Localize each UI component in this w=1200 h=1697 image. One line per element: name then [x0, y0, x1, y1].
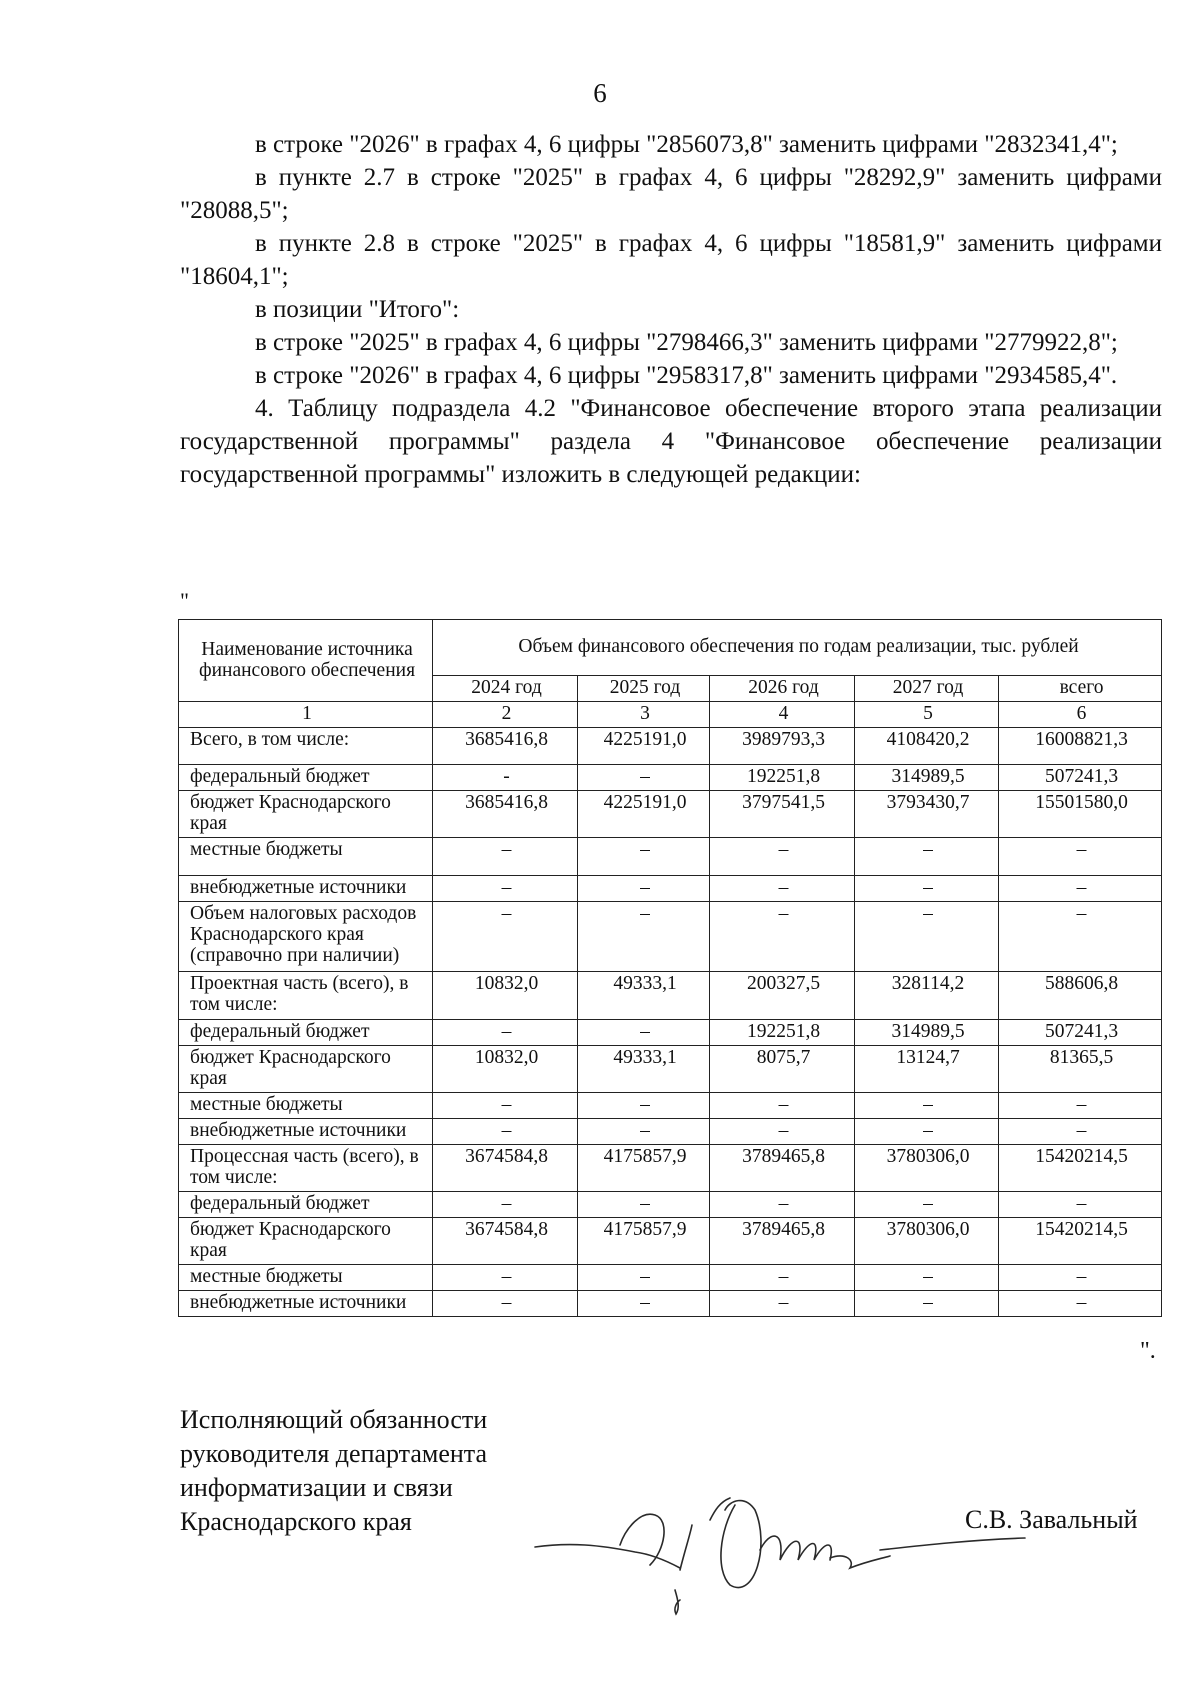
row-value: 10832,0 [433, 1046, 578, 1093]
row-source-name: федеральный бюджет [179, 1020, 433, 1046]
table-row [179, 1218, 1162, 1265]
row-source-name: федеральный бюджет [179, 1192, 433, 1218]
financing-table [178, 619, 1162, 1317]
table-row [179, 728, 1162, 765]
row-value: – [433, 1020, 578, 1046]
row-value: – [578, 1192, 710, 1218]
row-value: – [855, 1265, 999, 1291]
row-value: – [855, 1192, 999, 1218]
row-source-name: Объем налоговых расходов Краснодарского края (справочно при наличии) [179, 902, 433, 972]
row-value: 314989,5 [855, 765, 999, 791]
row-value: – [855, 902, 999, 972]
row-value: 15420214,5 [999, 1218, 1162, 1265]
handwritten-signature [530, 1490, 1030, 1640]
position-line: информатизации и связи [180, 1473, 453, 1502]
row-source-name: бюджет Краснодарского края [179, 791, 433, 838]
row-value: – [855, 1093, 999, 1119]
row-source-name: Процессная часть (всего), в том числе: [179, 1145, 433, 1192]
paragraph: в пункте 2.7 в строке "2025" в графах 4, 6 цифры "28292,9" заменить цифрами "28088,5"; [180, 164, 1162, 224]
row-value: – [999, 1093, 1162, 1119]
row-value: 16008821,3 [999, 728, 1162, 765]
row-value: – [578, 1119, 710, 1145]
header-year: 2027 год [855, 676, 999, 702]
row-source-name: бюджет Краснодарского края [179, 1218, 433, 1265]
row-value: 49333,1 [578, 1046, 710, 1093]
row-value: 3797541,5 [710, 791, 855, 838]
table-row [179, 876, 1162, 902]
position-line: Краснодарского края [180, 1507, 412, 1536]
table-row [179, 791, 1162, 838]
row-value: 192251,8 [710, 765, 855, 791]
table-row [179, 1192, 1162, 1218]
table-row [179, 1145, 1162, 1192]
paragraph: в строке "2026" в графах 4, 6 цифры "2958317,8" заменить цифрами "2934585,4". [255, 362, 1118, 389]
row-value: – [710, 902, 855, 972]
row-value: – [710, 1291, 855, 1317]
position-line: Исполняющий обязанности [180, 1405, 488, 1434]
row-value: – [999, 838, 1162, 876]
table-row [179, 1265, 1162, 1291]
row-value: 4225191,0 [578, 791, 710, 838]
paragraph: в пункте 2.8 в строке "2025" в графах 4, 6 цифры "18581,9" заменить цифрами "18604,1"; [180, 230, 1162, 290]
row-value: – [433, 1265, 578, 1291]
row-value: – [999, 1265, 1162, 1291]
table-row [179, 1046, 1162, 1093]
row-source-name: внебюджетные источники [179, 876, 433, 902]
row-source-name: местные бюджеты [179, 1265, 433, 1291]
table-row [179, 1291, 1162, 1317]
signatory-name: С.В. Завальный [965, 1505, 1138, 1534]
row-value: 4225191,0 [578, 728, 710, 765]
header-source: Наименование источника финансового обеспечения [179, 620, 433, 702]
row-value: – [999, 1119, 1162, 1145]
row-value: – [710, 838, 855, 876]
signatory-position [180, 1403, 487, 1539]
row-value: – [578, 1020, 710, 1046]
row-value: – [578, 765, 710, 791]
column-number: 6 [999, 702, 1162, 728]
row-value: 3789465,8 [710, 1218, 855, 1265]
open-quote: " [180, 588, 189, 613]
row-value: 328114,2 [855, 972, 999, 1020]
row-value: – [578, 1291, 710, 1317]
row-value: – [999, 876, 1162, 902]
row-value: – [855, 876, 999, 902]
row-value: – [999, 902, 1162, 972]
paragraph: 4. Таблицу подраздела 4.2 "Финансовое обеспечение второго этапа реализации государственной программы" раздела 4 "Финансовое обеспечение реализации государственной программы" изложить в следующей редакции: [180, 395, 1162, 488]
row-value: – [433, 1192, 578, 1218]
row-value: – [433, 1093, 578, 1119]
column-number: 3 [578, 702, 710, 728]
row-value: 13124,7 [855, 1046, 999, 1093]
row-source-name: внебюджетные источники [179, 1119, 433, 1145]
header-year: 2025 год [578, 676, 710, 702]
row-value: 15501580,0 [999, 791, 1162, 838]
row-value: – [578, 876, 710, 902]
row-value: 192251,8 [710, 1020, 855, 1046]
row-value: – [710, 1119, 855, 1145]
column-number: 1 [179, 702, 433, 728]
row-value: – [855, 1291, 999, 1317]
row-value: 4108420,2 [855, 728, 999, 765]
row-source-name: местные бюджеты [179, 1093, 433, 1119]
row-value: – [855, 838, 999, 876]
page-number: 6 [593, 78, 607, 108]
row-value: – [433, 902, 578, 972]
row-value: – [855, 1119, 999, 1145]
row-source-name: местные бюджеты [179, 838, 433, 876]
row-value: 3674584,8 [433, 1145, 578, 1192]
row-value: 4175857,9 [578, 1218, 710, 1265]
row-source-name: Всего, в том числе: [179, 728, 433, 765]
row-value: 588606,8 [999, 972, 1162, 1020]
row-value: 3685416,8 [433, 728, 578, 765]
row-value: 3793430,7 [855, 791, 999, 838]
row-value: – [710, 1192, 855, 1218]
amendment-text [180, 128, 1162, 491]
row-source-name: Проектная часть (всего), в том числе: [179, 972, 433, 1020]
row-value: 4175857,9 [578, 1145, 710, 1192]
header-year: 2026 год [710, 676, 855, 702]
row-value: – [710, 876, 855, 902]
table-row [179, 838, 1162, 876]
row-value: 3780306,0 [855, 1145, 999, 1192]
row-value: 15420214,5 [999, 1145, 1162, 1192]
row-value: – [578, 902, 710, 972]
row-value: 507241,3 [999, 1020, 1162, 1046]
row-value: – [999, 1192, 1162, 1218]
table-row [179, 1020, 1162, 1046]
row-value: - [433, 765, 578, 791]
row-value: 314989,5 [855, 1020, 999, 1046]
row-value: – [710, 1265, 855, 1291]
row-value: 3989793,3 [710, 728, 855, 765]
row-value: – [433, 1119, 578, 1145]
row-value: – [710, 1093, 855, 1119]
row-value: – [578, 1093, 710, 1119]
row-source-name: внебюджетные источники [179, 1291, 433, 1317]
row-value: – [578, 1265, 710, 1291]
row-value: 200327,5 [710, 972, 855, 1020]
table-row [179, 972, 1162, 1020]
row-value: – [433, 876, 578, 902]
row-value: 81365,5 [999, 1046, 1162, 1093]
table-row [179, 1093, 1162, 1119]
row-value: – [433, 838, 578, 876]
table-row [179, 765, 1162, 791]
header-total: всего [999, 676, 1162, 702]
row-value: 49333,1 [578, 972, 710, 1020]
row-source-name: федеральный бюджет [179, 765, 433, 791]
position-line: руководителя департамента [180, 1439, 488, 1468]
paragraph: в позиции "Итого": [255, 296, 460, 323]
paragraph: в строке "2026" в графах 4, 6 цифры "2856073,8" заменить цифрами "2832341,4"; [255, 131, 1118, 158]
row-value: 3789465,8 [710, 1145, 855, 1192]
column-number: 4 [710, 702, 855, 728]
row-source-name: бюджет Краснодарского края [179, 1046, 433, 1093]
row-value: 3780306,0 [855, 1218, 999, 1265]
row-value: 3674584,8 [433, 1218, 578, 1265]
column-number: 5 [855, 702, 999, 728]
row-value: 10832,0 [433, 972, 578, 1020]
paragraph: в строке "2025" в графах 4, 6 цифры "2798466,3" заменить цифрами "2779922,8"; [255, 329, 1118, 356]
row-value: – [433, 1291, 578, 1317]
header-volume: Объем финансового обеспечения по годам реализации, тыс. рублей [433, 620, 1162, 676]
header-year: 2024 год [433, 676, 578, 702]
row-value: 3685416,8 [433, 791, 578, 838]
row-value: 507241,3 [999, 765, 1162, 791]
table-row [179, 902, 1162, 972]
row-value: – [999, 1291, 1162, 1317]
column-number: 2 [433, 702, 578, 728]
row-value: 8075,7 [710, 1046, 855, 1093]
row-value: – [578, 838, 710, 876]
close-quote: ". [1140, 1338, 1156, 1364]
table-row [179, 1119, 1162, 1145]
